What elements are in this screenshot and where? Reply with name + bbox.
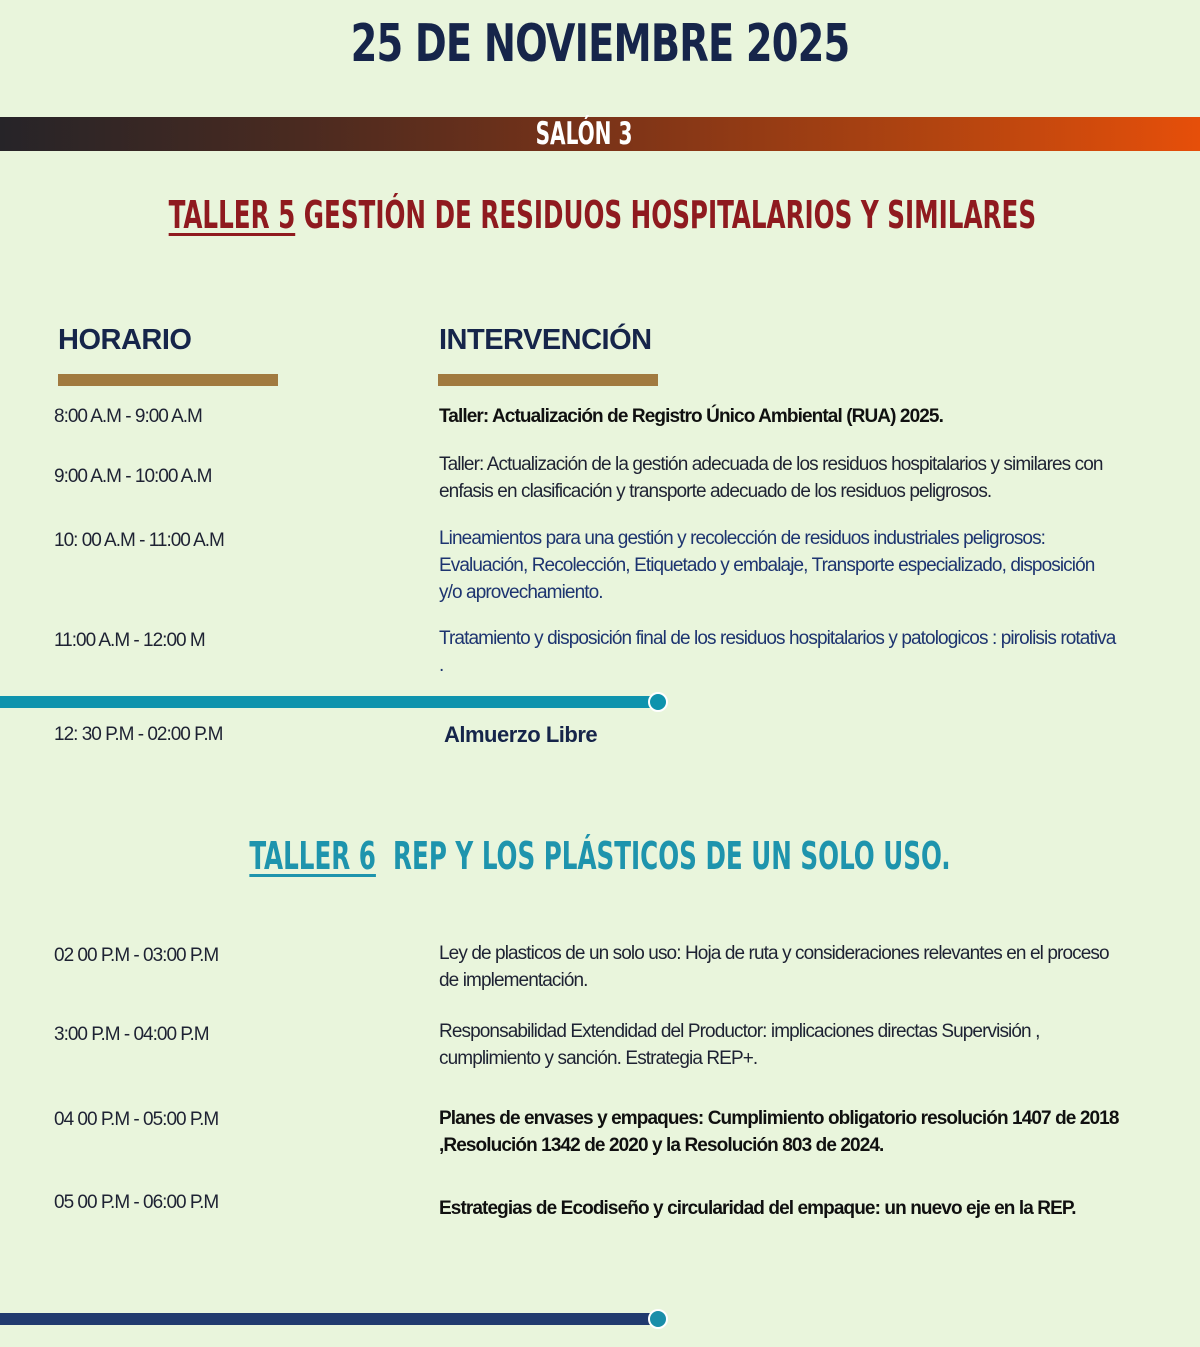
timeline-divider [0, 696, 658, 708]
page-title: 25 DE NOVIEMBRE 2025 [350, 14, 850, 74]
taller-6-number: TALLER 6 [249, 834, 376, 878]
salon-label: SALÓN 3 [535, 116, 633, 152]
schedule-description: Lineamientos para una gestión y recolección de residuos industriales peligrosos: Evaluación, Recolección, Etiquetado y embalaje, Transporte especializado, disposición y/o aprovechamiento. [439, 528, 1095, 603]
taller-5-title: GESTIÓN DE RESIDUOS HOSPITALARIOS Y SIMILARES [303, 193, 1037, 237]
header-underline [58, 374, 278, 386]
schedule-description: Estrategias de Ecodiseño y circularidad del empaque: un nuevo eje en la REP. [439, 1198, 1076, 1219]
schedule-time: 10: 00 A.M - 11:00 A.M [54, 530, 224, 551]
header-underline [438, 374, 658, 386]
schedule-description: Tratamiento y disposición final de los residuos hospitalarios y patologicos : pirolisis rotativa . [439, 628, 1116, 676]
salon-banner [0, 117, 1200, 151]
lunch-label: Almuerzo Libre [444, 722, 598, 747]
timeline-divider [0, 1313, 658, 1325]
schedule-time: 04 00 P.M - 05:00 P.M [54, 1109, 219, 1130]
taller-6-heading [0, 834, 1200, 878]
schedule-time: 3:00 P.M - 04:00 P.M [54, 1024, 209, 1045]
column-header-horario: HORARIO [58, 324, 192, 356]
taller-6-title: REP Y LOS PLÁSTICOS DE UN SOLO USO. [393, 834, 951, 878]
schedule-time: 05 00 P.M - 06:00 P.M [54, 1192, 219, 1213]
column-header-intervencion: INTERVENCIÓN [439, 324, 652, 356]
schedule-description: Planes de envases y empaques: Cumplimiento obligatorio resolución 1407 de 2018 ,Resolución 1342 de 2020 y la Resolución 803 de 2024. [439, 1108, 1119, 1156]
timeline-dot-icon [648, 1309, 668, 1329]
schedule-description: Ley de plasticos de un solo uso: Hoja de ruta y consideraciones relevantes en el proceso de implementación. [439, 943, 1109, 991]
schedule-time: 02 00 P.M - 03:00 P.M [54, 945, 219, 966]
lunch-time: 12: 30 P.M - 02:00 P.M [54, 724, 223, 745]
taller-5-heading [0, 193, 1200, 237]
schedule-time: 9:00 A.M - 10:00 A.M [54, 466, 212, 487]
schedule-description: Responsabilidad Extendidad del Productor: implicaciones directas Supervisión , cumplimiento y sanción. Estrategia REP+. [439, 1021, 1040, 1069]
schedule-time: 8:00 A.M - 9:00 A.M [54, 406, 202, 427]
timeline-dot-icon [648, 692, 668, 712]
taller-5-number: TALLER 5 [168, 193, 296, 237]
schedule-description: Taller: Actualización de la gestión adecuada de los residuos hospitalarios y similares con enfasis en clasificación y transporte adecuado de los residuos peligrosos. [439, 454, 1103, 502]
schedule-description: Taller: Actualización de Registro Único Ambiental (RUA) 2025. [439, 406, 943, 427]
schedule-time: 11:00 A.M - 12:00 M [54, 630, 205, 651]
